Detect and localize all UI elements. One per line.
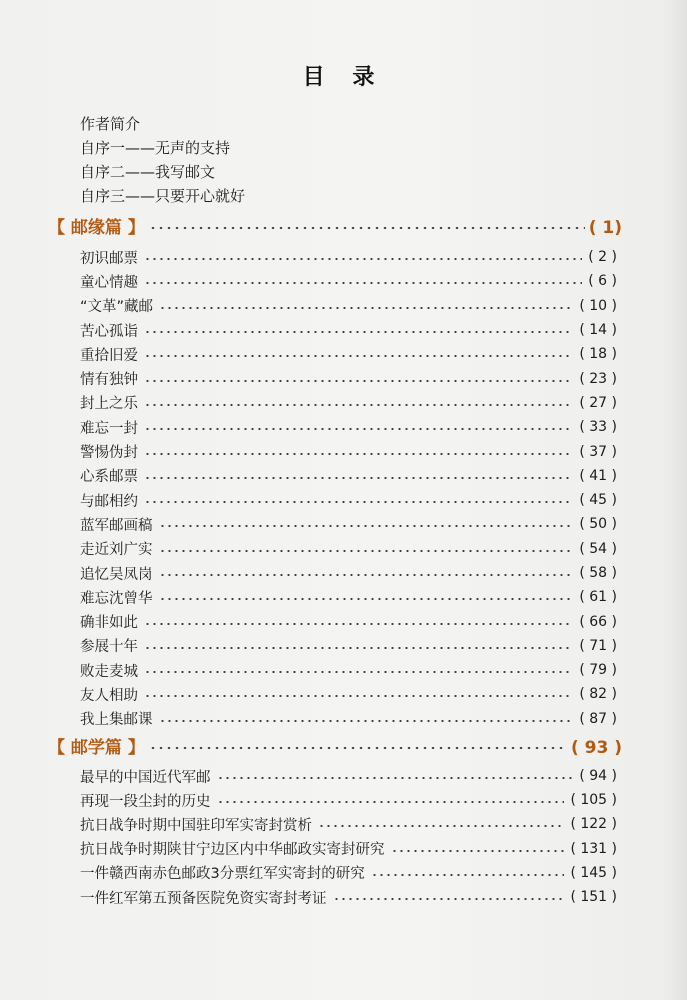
entry-page: ( 2 ) xyxy=(588,249,617,266)
toc-entry xyxy=(80,788,617,812)
toc-entry xyxy=(80,537,617,561)
entry-page: ( 58 ) xyxy=(579,565,617,581)
toc-entry xyxy=(80,439,617,463)
entry-title: 再现一段尘封的历史 xyxy=(80,793,211,810)
dot-leader xyxy=(144,258,582,260)
section-page: ( 93 ) xyxy=(570,738,622,758)
toc-entry xyxy=(80,342,617,366)
entry-page: ( 71 ) xyxy=(579,637,617,654)
section-header-youyuan xyxy=(48,215,622,241)
toc-entry xyxy=(80,561,617,585)
toc-entry xyxy=(80,634,617,658)
dot-leader xyxy=(149,227,585,229)
entry-title: 参展十年 xyxy=(80,639,138,656)
dot-leader xyxy=(217,801,565,803)
dot-leader xyxy=(144,695,573,697)
dot-leader xyxy=(159,598,574,600)
dot-leader xyxy=(391,850,565,852)
entry-page: ( 105 ) xyxy=(570,792,617,809)
dot-leader xyxy=(144,501,573,503)
entry-page: ( 10 ) xyxy=(579,297,617,314)
dot-leader xyxy=(318,825,564,827)
toc-entry xyxy=(80,366,617,390)
entry-title: 心系邮票 xyxy=(80,469,138,486)
toc-entry xyxy=(80,488,617,512)
dot-leader xyxy=(144,404,573,406)
toc-entry xyxy=(80,318,617,342)
dot-leader xyxy=(371,874,565,876)
dot-leader xyxy=(159,550,574,552)
dot-leader xyxy=(144,380,573,382)
entry-page: ( 45 ) xyxy=(579,492,617,509)
prefix-item: 作者简介 xyxy=(80,115,141,133)
toc-entry xyxy=(80,391,617,415)
entry-title: 一件红军第五预备医院免资实寄封考证 xyxy=(80,890,327,907)
entry-page: ( 145 ) xyxy=(570,864,617,881)
entry-title: 败走麦城 xyxy=(80,663,138,680)
toc-entry xyxy=(80,837,617,861)
entry-page: ( 50 ) xyxy=(579,516,617,533)
toc-entry xyxy=(80,464,617,488)
entry-title: 走近刘广实 xyxy=(80,542,153,559)
toc-entry xyxy=(80,885,617,909)
entry-page: ( 94 ) xyxy=(579,768,617,785)
dot-leader xyxy=(159,307,573,309)
dot-leader xyxy=(217,777,574,779)
dot-leader xyxy=(144,477,573,479)
dot-leader xyxy=(144,331,573,333)
entry-page: ( 54 ) xyxy=(579,540,617,557)
entry-title: 蓝军邮画稿 xyxy=(80,517,153,534)
entry-title: 最早的中国近代军邮 xyxy=(80,769,211,786)
page-title: 目 录 xyxy=(302,65,385,90)
section-page: ( 1) xyxy=(588,218,622,238)
entry-title: 追忆吴凤岗 xyxy=(80,566,153,583)
entry-title: “文革”藏邮 xyxy=(80,299,154,316)
dot-leader xyxy=(149,747,567,749)
entry-page: ( 14 ) xyxy=(579,322,617,339)
toc-entry xyxy=(80,512,617,536)
entry-title: 封上之乐 xyxy=(80,396,138,413)
entry-title: 警惕伪封 xyxy=(80,445,138,462)
entry-page: ( 41 ) xyxy=(579,467,617,484)
entry-page: ( 18 ) xyxy=(579,346,617,363)
entry-title: 一件赣西南赤色邮政3分票红军实寄封的研究 xyxy=(80,866,365,883)
entry-page: ( 87 ) xyxy=(579,710,617,727)
toc-entry xyxy=(80,707,617,731)
toc-entry xyxy=(80,682,617,706)
entry-title: 我上集邮课 xyxy=(80,712,153,729)
entry-title: 情有独钟 xyxy=(80,372,138,389)
entry-page: ( 151 ) xyxy=(570,889,617,906)
entry-title: 确非如此 xyxy=(80,615,138,632)
entry-title: 难忘一封 xyxy=(80,420,138,437)
entry-page: ( 66 ) xyxy=(579,613,617,630)
entry-page: ( 122 ) xyxy=(570,816,617,833)
entry-title: 重拾旧爱 xyxy=(80,347,138,364)
entry-title: 抗日战争时期中国驻印军实寄封赏析 xyxy=(80,817,312,834)
dot-leader xyxy=(159,720,574,722)
entry-title: 童心情趣 xyxy=(80,274,138,291)
dot-leader xyxy=(159,525,574,527)
entry-page: ( 37 ) xyxy=(579,443,617,460)
toc-entry xyxy=(80,812,617,836)
toc-entry xyxy=(80,294,617,318)
dot-leader xyxy=(144,282,582,284)
dot-leader xyxy=(144,671,573,673)
entry-page: ( 33 ) xyxy=(579,419,617,436)
toc-entry xyxy=(80,269,617,293)
entry-page: ( 23 ) xyxy=(579,370,617,387)
dot-leader xyxy=(144,647,573,649)
dot-leader xyxy=(144,355,573,357)
prefix-list xyxy=(80,112,480,208)
toc-entry xyxy=(80,415,617,439)
dot-leader xyxy=(144,453,573,455)
prefix-item: 自序三——只要开心就好 xyxy=(80,187,246,205)
section-title: 【 邮缘篇 】 xyxy=(48,218,145,238)
toc-entry xyxy=(80,609,617,633)
entry-title: 抗日战争时期陕甘宁边区内中华邮政实寄封研究 xyxy=(80,842,385,859)
dot-leader xyxy=(159,574,574,576)
entry-page: ( 61 ) xyxy=(579,589,617,606)
toc-entry xyxy=(80,764,617,788)
prefix-item: 自序一——无声的支持 xyxy=(80,139,231,157)
entry-title: 友人相助 xyxy=(80,687,138,704)
entry-title: 初识邮票 xyxy=(80,250,138,267)
section-header-youxue xyxy=(48,735,622,761)
toc-entry xyxy=(80,658,617,682)
section-title: 【 邮学篇 】 xyxy=(48,738,145,758)
dot-leader xyxy=(333,898,565,900)
toc-entry xyxy=(80,245,617,269)
entry-title: 与邮相约 xyxy=(80,493,138,510)
entry-page: ( 82 ) xyxy=(579,686,617,703)
entry-page: ( 131 ) xyxy=(570,840,617,857)
entry-title: 苦心孤诣 xyxy=(80,323,138,340)
toc-entry xyxy=(80,861,617,885)
entry-page: ( 6 ) xyxy=(588,273,617,290)
dot-leader xyxy=(144,623,573,625)
entry-title: 难忘沈曾华 xyxy=(80,590,153,607)
toc-entry xyxy=(80,585,617,609)
dot-leader xyxy=(144,428,573,430)
prefix-item: 自序二——我写邮文 xyxy=(80,163,216,181)
entry-page: ( 79 ) xyxy=(579,662,617,679)
toc-list-youyuan xyxy=(80,245,617,731)
toc-list-youxue xyxy=(80,764,617,909)
entry-page: ( 27 ) xyxy=(579,394,617,411)
page-edge-shadow xyxy=(665,0,687,1000)
